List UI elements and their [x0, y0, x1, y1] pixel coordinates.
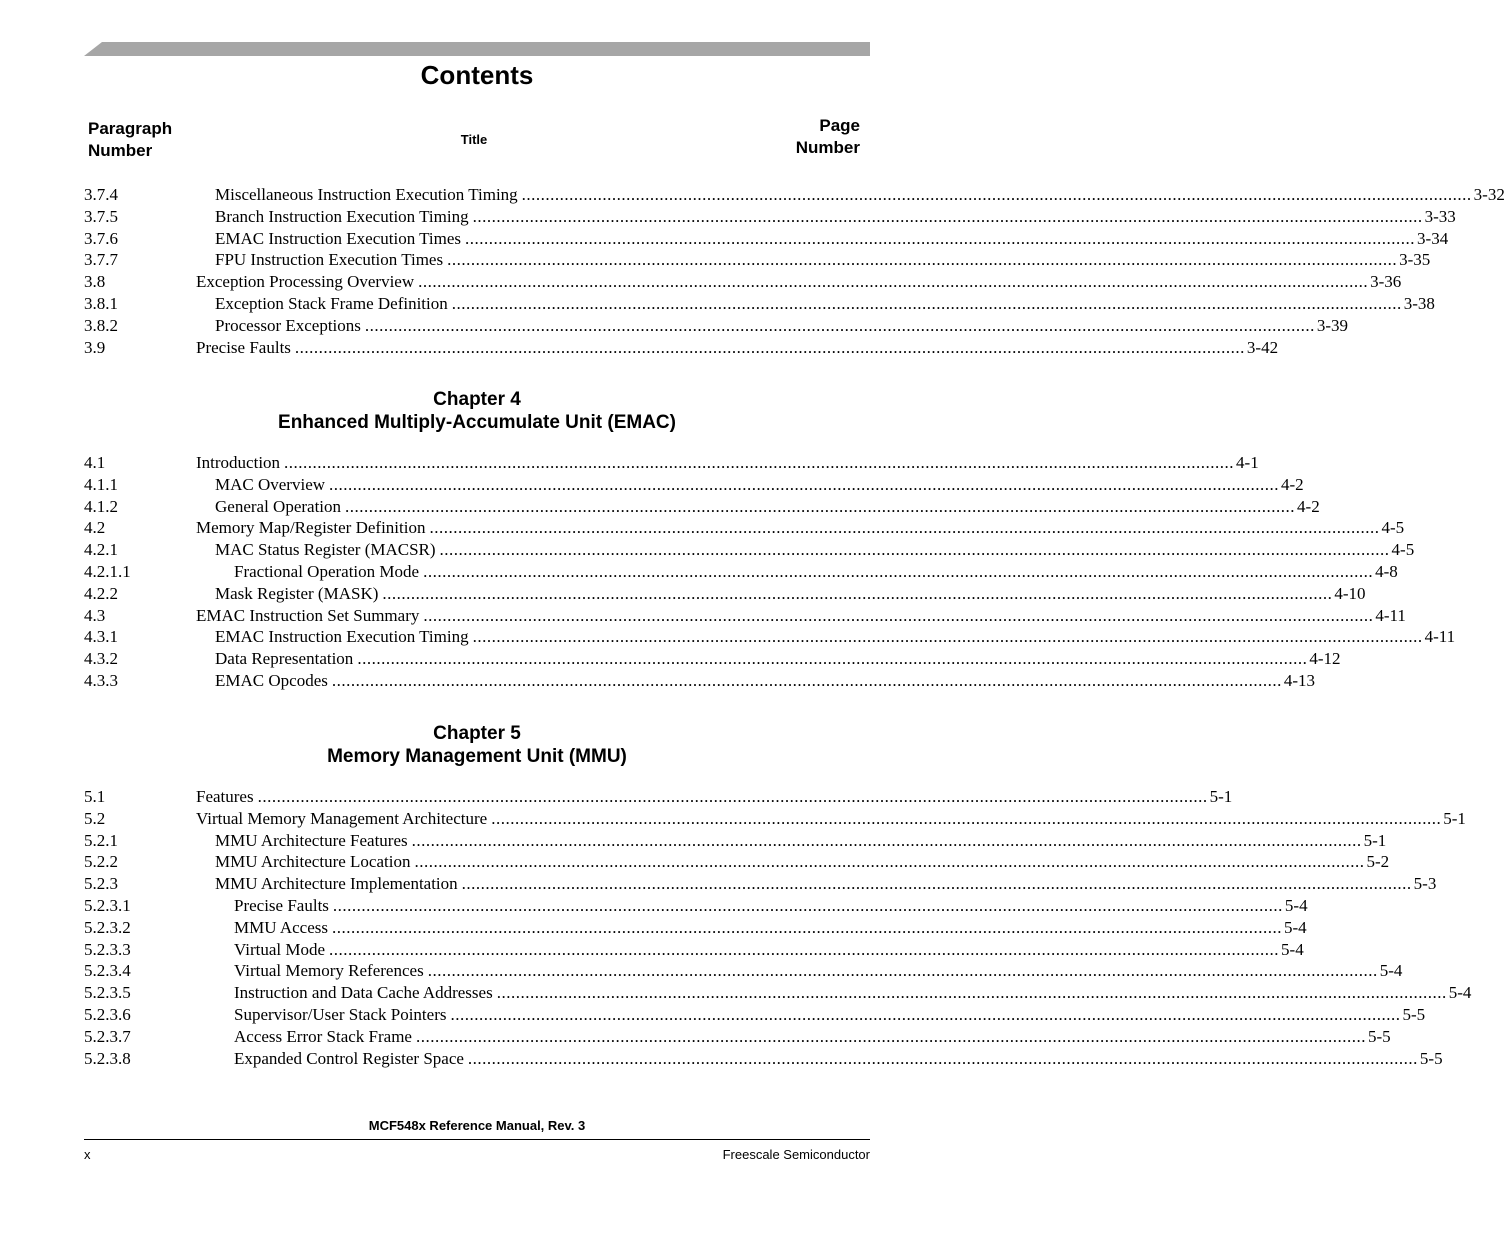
toc-entry-number: 4.1.2 — [84, 496, 118, 516]
toc-entry-line — [234, 561, 1398, 583]
toc-entry-number: 5.1 — [84, 787, 106, 806]
toc-entry-page: 5-4 — [1283, 917, 1307, 937]
toc-entry-title: Access Error Stack Frame — [234, 1026, 412, 1046]
toc-entry-title: Precise Faults — [196, 337, 291, 357]
toc-entry[interactable] — [84, 830, 1387, 852]
toc-entry-title: Instruction and Data Cache Addresses — [234, 983, 493, 1003]
toc-entry-line — [215, 583, 1366, 605]
paragraph-number-header — [88, 118, 172, 162]
toc-entry-title: Exception Stack Frame Definition — [215, 293, 448, 313]
chapter4-heading-block — [0, 388, 954, 434]
toc-leader-dots: ........................................................................................................................................................................................................ — [439, 540, 1390, 560]
toc-entry-page: 5-5 — [1367, 1026, 1391, 1046]
toc-entry-title: General Operation — [215, 496, 342, 516]
toc-entry-title: EMAC Instruction Execution Timing — [215, 627, 469, 647]
toc-entry-number: 5.2.3.4 — [84, 961, 131, 981]
toc-leader-dots: ........................................................................................................................................................................................................ — [357, 649, 1308, 669]
toc-entry-line — [215, 206, 1456, 228]
toc-entry-page: 3-35 — [1399, 250, 1431, 270]
toc-entry-number: 5.2.3.6 — [84, 1004, 131, 1024]
toc-entry-page: 3-33 — [1424, 206, 1456, 226]
toc-entry[interactable] — [84, 917, 1307, 939]
toc-leader-dots: ........................................................................................................................................................................................................ — [414, 852, 1365, 872]
toc-entry-page: 5-1 — [1443, 808, 1466, 828]
toc-entry-number: 3.8.2 — [84, 315, 118, 335]
toc-entry[interactable] — [84, 539, 1415, 561]
toc-entry-line — [215, 670, 1316, 692]
toc-entry-title: Data Representation — [215, 649, 354, 669]
toc-entry[interactable] — [84, 517, 1405, 539]
page-header-line2: Number — [795, 138, 860, 157]
toc-entry-number: 5.2.3.3 — [84, 939, 131, 959]
toc-entry-title: Virtual Memory Management Architecture — [196, 808, 488, 828]
toc-entry[interactable] — [84, 249, 1431, 271]
toc-entry-title: MMU Access — [234, 917, 328, 937]
toc-entry-number: 5.2.3.2 — [84, 917, 131, 937]
paragraph-header-line2: Number — [88, 141, 153, 160]
toc-entry-line — [234, 1026, 1391, 1048]
toc-leader-dots: ........................................................................................................................................................................................................ — [447, 250, 1398, 270]
toc-leader-dots: ........................................................................................................................................................................................................ — [418, 272, 1369, 292]
toc-entry-line — [215, 648, 1341, 670]
toc-leader-dots: ........................................................................................................................................................................................................ — [461, 874, 1412, 894]
toc-entry-number: 4.1.1 — [84, 474, 118, 494]
toc-entry-number: 4.2.2 — [84, 583, 118, 603]
toc-entry[interactable] — [84, 561, 1398, 583]
toc-entry-title: Virtual Mode — [234, 939, 326, 959]
toc-entry-line — [215, 315, 1349, 337]
toc-entry-page: 5-4 — [1448, 983, 1472, 1003]
toc-entry-page: 5-4 — [1281, 939, 1304, 959]
toc-leader-dots: ........................................................................................................................................................................................................ — [427, 961, 1378, 981]
toc-entry-line — [215, 539, 1415, 561]
toc-entry-title: Supervisor/User Stack Pointers — [234, 1004, 447, 1024]
toc-leader-dots: ........................................................................................................................................................................................................ — [450, 1004, 1401, 1024]
toc-entry-title: Precise Faults — [234, 895, 329, 915]
toc-entry[interactable] — [84, 670, 1316, 692]
toc-entry-line — [215, 626, 1456, 648]
toc-leader-dots: ........................................................................................................................................................................................................ — [451, 293, 1402, 313]
toc-entry-number: 5.2.3.5 — [84, 983, 131, 1003]
toc-entry-number: 4.3 — [84, 605, 106, 625]
toc-entry-page: 5-4 — [1379, 961, 1403, 981]
toc-leader-dots: ........................................................................................................................................................................................................ — [329, 474, 1280, 494]
toc-entry-line — [215, 873, 1437, 895]
page-title: Contents — [420, 60, 534, 90]
toc-entry-title: MMU Architecture Location — [215, 852, 411, 872]
toc-entry-page: 5-1 — [1363, 830, 1387, 850]
toc-leader-dots: ........................................................................................................................................................................................................ — [284, 453, 1235, 472]
page-number: x — [84, 1147, 91, 1162]
toc-entry-page: 4-13 — [1283, 670, 1316, 690]
toc-entry[interactable] — [84, 271, 1402, 293]
toc-entry-line — [196, 271, 1402, 293]
toc-leader-dots: ........................................................................................................................................................................................................ — [382, 583, 1333, 603]
toc-entry-line — [196, 452, 1259, 474]
toc-entry-line — [215, 249, 1431, 271]
toc-entry-title: EMAC Instruction Set Summary — [196, 605, 420, 625]
toc-entry-line — [234, 960, 1403, 982]
toc-entry-title: MAC Status Register (MACSR) — [215, 540, 436, 560]
toc-entry-line — [196, 605, 1406, 627]
toc-entry-page: 5-5 — [1419, 1048, 1443, 1068]
toc-entry-number: 3.7.6 — [84, 228, 118, 248]
paragraph-header-line1: Paragraph — [88, 119, 173, 138]
toc-entry[interactable] — [84, 873, 1437, 895]
chapter4-heading: Chapter 4 — [433, 389, 521, 410]
toc-entry-page: 4-10 — [1334, 583, 1366, 603]
toc-entry[interactable] — [84, 648, 1341, 670]
toc-entry[interactable] — [84, 315, 1349, 337]
toc-entry-title: Features — [196, 787, 254, 806]
toc-entry[interactable] — [84, 895, 1308, 917]
toc-entry[interactable] — [84, 851, 1390, 873]
toc-entry-number: 4.2.1 — [84, 540, 118, 560]
toc-leader-dots: ........................................................................................................................................................................................................ — [331, 670, 1282, 690]
toc-entry-title: Processor Exceptions — [215, 315, 361, 335]
toc-entry-title: MMU Architecture Implementation — [215, 874, 458, 894]
toc-entry-line — [215, 474, 1304, 496]
toc-entry-page: 4-2 — [1297, 496, 1320, 516]
toc-leader-dots: ........................................................................................................................................................................................................ — [423, 605, 1374, 625]
toc-entry[interactable] — [84, 228, 1449, 250]
toc-leader-dots: ........................................................................................................................................................................................................ — [415, 1026, 1366, 1046]
toc-entry[interactable] — [84, 184, 1505, 206]
toc-entry-page: 5-2 — [1366, 852, 1390, 872]
toc-entry-page: 4-11 — [1375, 605, 1406, 625]
toc-entry[interactable] — [84, 1026, 1391, 1048]
toc-entry-page: 4-12 — [1309, 649, 1341, 669]
toc-entry[interactable] — [84, 474, 1304, 496]
toc-entry-line — [234, 895, 1308, 917]
toc-entry[interactable] — [84, 206, 1456, 228]
toc-leader-dots: ........................................................................................................................................................................................................ — [257, 787, 1208, 806]
toc-entry-line — [234, 1048, 1443, 1070]
toc-leader-dots: ........................................................................................................................................................................................................ — [423, 561, 1374, 581]
chapter4-toc-list — [84, 452, 1456, 692]
chapter4-subtitle: Enhanced Multiply-Accumulate Unit (EMAC) — [278, 412, 676, 433]
toc-entry-number: 5.2.3 — [84, 874, 118, 894]
toc-leader-dots: ........................................................................................................................................................................................................ — [521, 185, 1472, 204]
toc-entry-page: 4-5 — [1391, 540, 1415, 560]
toc-entry-page: 4-8 — [1375, 561, 1398, 581]
company-name: Freescale Semiconductor — [722, 1147, 870, 1162]
toc-entry-line — [215, 228, 1449, 250]
page-header-line1: Page — [819, 116, 860, 135]
toc-entry-number: 5.2.2 — [84, 852, 118, 872]
toc-leader-dots: ........................................................................................................................................................................................................ — [491, 808, 1442, 828]
toc-entry-page: 3-34 — [1417, 228, 1449, 248]
toc-entry-number: 4.3.3 — [84, 670, 118, 690]
toc-leader-dots: ........................................................................................................................................................................................................ — [332, 895, 1283, 915]
toc-entry[interactable] — [84, 786, 1233, 808]
toc-entry-line — [215, 496, 1320, 518]
toc-entry-number: 3.9 — [84, 337, 106, 357]
toc-entry-page: 5-4 — [1284, 895, 1308, 915]
toc-entry-line — [215, 293, 1435, 315]
toc-leader-dots: ........................................................................................................................................................................................................ — [364, 315, 1315, 335]
toc-entry-page: 4-1 — [1236, 453, 1259, 472]
toc-entry-title: MMU Architecture Features — [215, 830, 408, 850]
toc-entry-title: Virtual Memory References — [234, 961, 424, 981]
chapter5-subtitle: Memory Management Unit (MMU) — [327, 746, 627, 767]
toc-entry-number: 3.7.4 — [84, 185, 118, 204]
toc-entry-line — [215, 184, 1505, 206]
toc-leader-dots: ........................................................................................................................................................................................................ — [465, 228, 1416, 248]
title-header: Title — [460, 132, 488, 147]
toc-entry-title: EMAC Opcodes — [215, 670, 328, 690]
chapter5-toc-list — [84, 786, 1472, 1069]
toc-entry-page: 3-36 — [1370, 272, 1402, 292]
toc-entry-page: 5-1 — [1209, 787, 1233, 806]
footer-divider — [84, 1139, 870, 1140]
toc-entry[interactable] — [84, 293, 1435, 315]
toc-entry[interactable] — [84, 496, 1320, 518]
toc-leader-dots: ........................................................................................................................................................................................................ — [467, 1048, 1418, 1068]
toc-entry-number: 4.2.1.1 — [84, 561, 131, 581]
toc-entry-number: 3.8 — [84, 272, 106, 292]
toc-entry-page: 3-39 — [1316, 315, 1349, 335]
toc-entry[interactable] — [84, 982, 1472, 1004]
toc-entry-page: 3-42 — [1246, 337, 1279, 357]
toc-entry[interactable] — [84, 452, 1259, 474]
toc-leader-dots: ........................................................................................................................................................................................................ — [411, 830, 1362, 850]
toc-entry-title: Miscellaneous Instruction Execution Timing — [215, 185, 518, 204]
toc-leader-dots: ........................................................................................................................................................................................................ — [329, 939, 1280, 959]
toc-entry-title: MAC Overview — [215, 474, 326, 494]
toc-entry-title: EMAC Instruction Execution Times — [215, 228, 462, 248]
toc-entry-line — [196, 337, 1279, 359]
toc-entry-page: 5-5 — [1402, 1004, 1426, 1024]
toc-entry-page: 5-3 — [1413, 874, 1437, 894]
toc-entry-title: Exception Processing Overview — [196, 272, 415, 292]
toc-entry[interactable] — [84, 605, 1406, 627]
toc-entry-number: 3.8.1 — [84, 293, 118, 313]
toc-entry-title: Introduction — [196, 453, 281, 472]
chapter5-heading-block — [0, 722, 954, 768]
toc-entry-number: 4.1 — [84, 453, 106, 472]
toc-entry-title: Fractional Operation Mode — [234, 561, 420, 581]
toc-entry-title: FPU Instruction Execution Times — [215, 250, 444, 270]
toc-entry-number: 5.2 — [84, 808, 106, 828]
toc-entry[interactable] — [84, 583, 1366, 605]
toc-entry-page: 4-11 — [1424, 627, 1456, 647]
toc-entry[interactable] — [84, 808, 1466, 830]
toc-entry-number: 5.2.3.1 — [84, 895, 131, 915]
toc-entry[interactable] — [84, 1004, 1426, 1026]
toc-entry-page: 3-32 — [1473, 185, 1505, 204]
toc-entry-number: 3.7.7 — [84, 250, 118, 270]
toc-entry-number: 5.2.3.8 — [84, 1048, 131, 1068]
header-decorative-bar — [84, 42, 870, 56]
toc-entry-line — [234, 982, 1472, 1004]
chapter5-heading: Chapter 5 — [433, 723, 521, 744]
toc-entry-line — [196, 786, 1233, 808]
toc-leader-dots: ........................................................................................................................................................................................................ — [331, 917, 1282, 937]
toc-entry[interactable] — [84, 939, 1304, 961]
toc-leader-dots: ........................................................................................................................................................................................................ — [294, 337, 1245, 357]
page-number-header — [796, 115, 860, 159]
toc-leader-dots: ........................................................................................................................................................................................................ — [472, 206, 1423, 226]
toc-entry[interactable] — [84, 1048, 1443, 1070]
toc-entry-page: 4-5 — [1381, 518, 1405, 538]
toc-entry-title: Mask Register (MASK) — [215, 583, 379, 603]
toc-leader-dots: ........................................................................................................................................................................................................ — [345, 496, 1296, 516]
toc-entry-line — [215, 830, 1387, 852]
toc-entry-line — [234, 1004, 1426, 1026]
toc-entry-line — [196, 808, 1466, 830]
toc-leader-dots: ........................................................................................................................................................................................................ — [429, 518, 1380, 538]
toc-entry[interactable] — [84, 626, 1456, 648]
toc-entry-title: Branch Instruction Execution Timing — [215, 206, 469, 226]
toc-entry-number: 3.7.5 — [84, 206, 118, 226]
toc-entry-page: 3-38 — [1403, 293, 1435, 313]
toc-leader-dots: ........................................................................................................................................................................................................ — [496, 983, 1447, 1003]
toc-entry-number: 5.2.3.7 — [84, 1026, 131, 1046]
toc-entry[interactable] — [84, 960, 1403, 982]
chapter3-toc-list — [84, 184, 1505, 358]
toc-entry-number: 4.2 — [84, 518, 106, 538]
toc-entry-number: 4.3.2 — [84, 649, 118, 669]
toc-entry-number: 4.3.1 — [84, 627, 118, 647]
toc-entry-line — [196, 517, 1405, 539]
toc-entry-line — [234, 917, 1307, 939]
toc-entry-line — [234, 939, 1304, 961]
toc-entry-title: Memory Map/Register Definition — [196, 518, 426, 538]
toc-entry-page: 4-2 — [1281, 474, 1304, 494]
toc-leader-dots: ........................................................................................................................................................................................................ — [472, 627, 1423, 647]
toc-entry-number: 5.2.1 — [84, 830, 118, 850]
toc-entry-title: Expanded Control Register Space — [234, 1048, 464, 1068]
toc-entry-line — [215, 851, 1390, 873]
manual-title-footer: MCF548x Reference Manual, Rev. 3 — [368, 1118, 586, 1133]
toc-entry[interactable] — [84, 337, 1279, 359]
